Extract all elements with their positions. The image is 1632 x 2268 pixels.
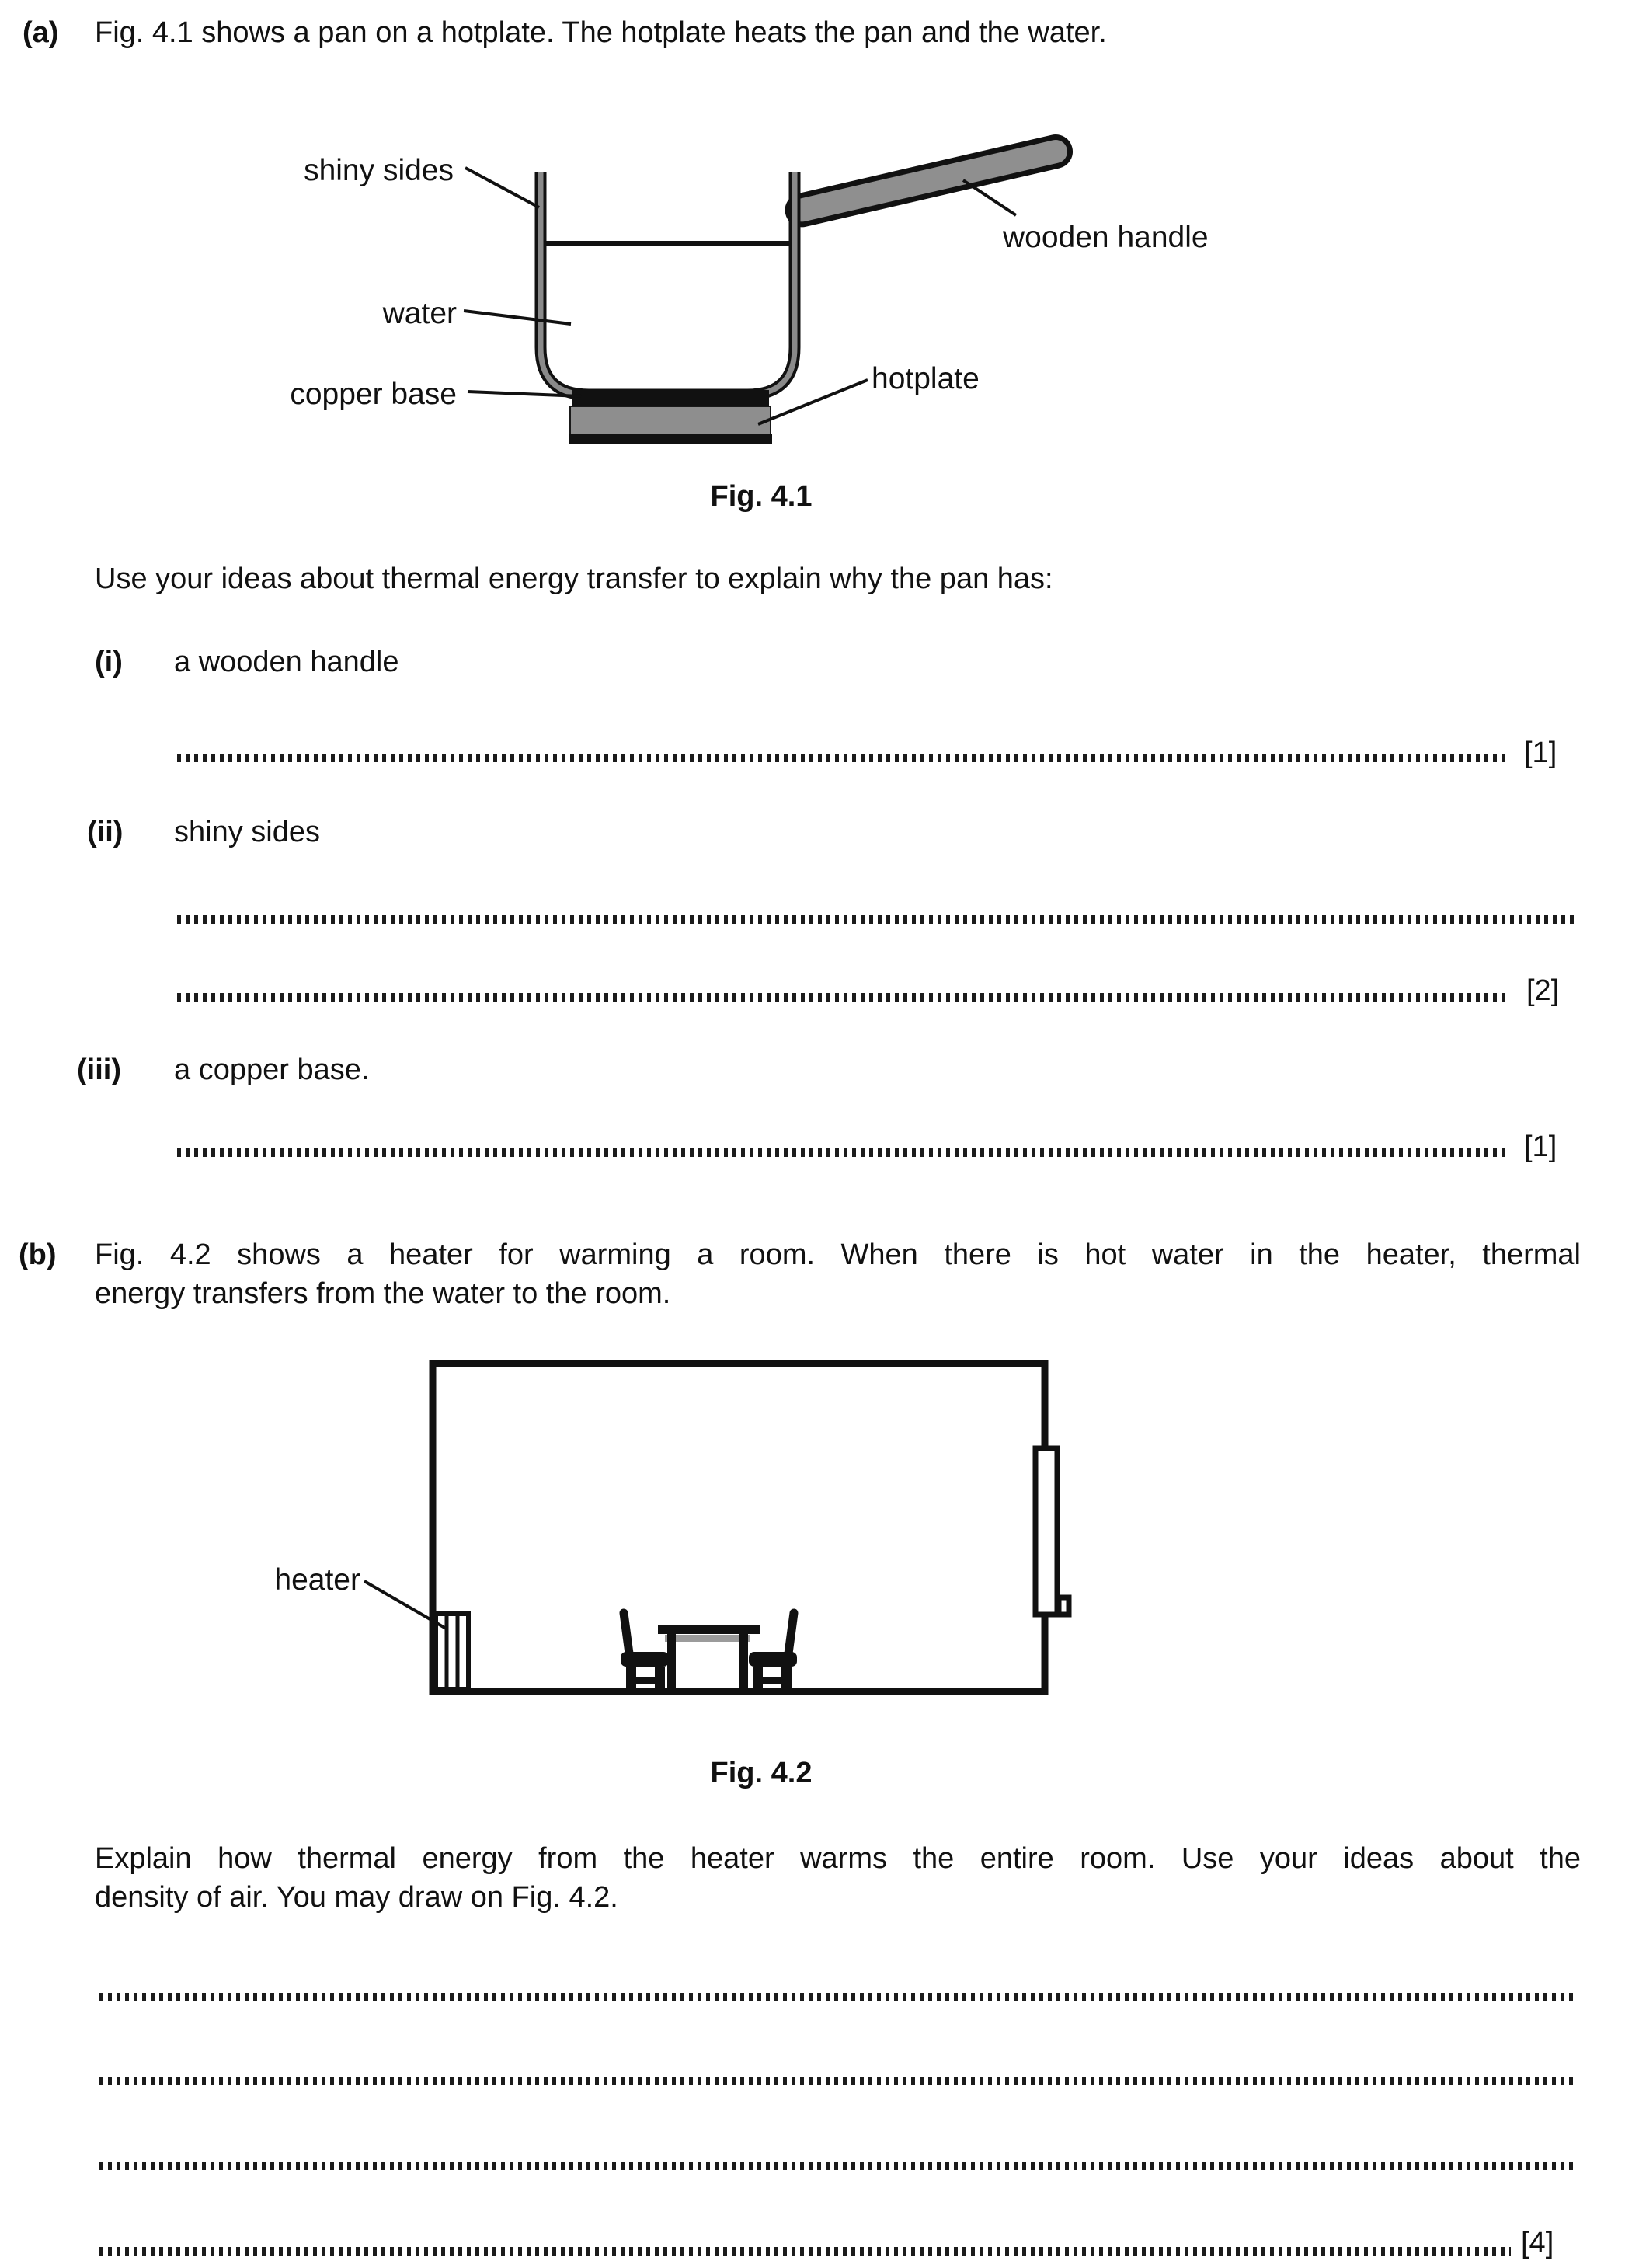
part-b-intro-line2: energy transfers from the water to the room. <box>95 1277 671 1310</box>
item-iii-mark: [1] <box>1524 1131 1557 1163</box>
part-a-label: (a) <box>23 16 59 49</box>
item-ii-mark: [2] <box>1526 974 1560 1007</box>
item-i-text: a wooden handle <box>174 646 399 678</box>
part-b-question-line2: density of air. You may draw on Fig. 4.2. <box>95 1881 618 1914</box>
fig-4-1-diagram <box>217 62 1321 482</box>
answer-line[interactable] <box>177 1148 1507 1157</box>
chair-backrest <box>788 1613 794 1653</box>
part-a-prompt: Use your ideas about thermal energy transfer to explain why the pan has: <box>95 563 1053 595</box>
label-heater: heater <box>274 1563 360 1597</box>
answer-line[interactable] <box>99 2247 1511 2256</box>
part-b-question-line1: Explain how thermal energy from the heater warms the entire room. Use your ideas about the <box>95 1842 1581 1875</box>
copper-base <box>572 390 769 406</box>
part-a-intro: Fig. 4.1 shows a pan on a hotplate. The hotplate heats the pan and the water. <box>95 16 1107 49</box>
fig-4-1-caption: Fig. 4.1 <box>710 480 813 513</box>
label-hotplate: hotplate <box>872 362 980 395</box>
table <box>658 1625 760 1688</box>
answer-line[interactable] <box>177 754 1508 762</box>
answer-line[interactable] <box>99 1993 1575 2001</box>
item-i-label: (i) <box>95 646 123 678</box>
hotplate <box>570 406 771 436</box>
table-apron <box>665 1635 750 1642</box>
answer-line[interactable] <box>177 993 1507 1002</box>
chair-right <box>749 1613 797 1688</box>
label-water: water <box>382 297 457 330</box>
answer-line[interactable] <box>99 2077 1575 2085</box>
window-handle <box>1059 1597 1069 1615</box>
chair-backrest <box>624 1613 629 1653</box>
room-outline <box>433 1364 1045 1691</box>
table-top <box>658 1625 760 1634</box>
water-line <box>546 241 789 246</box>
item-i-mark: [1] <box>1524 737 1557 769</box>
chair-crossbar <box>631 1677 660 1684</box>
part-b-mark: [4] <box>1521 2227 1554 2259</box>
pan-handle-group <box>785 134 1073 228</box>
fig-4-2-diagram <box>217 1352 1188 1709</box>
pan-handle <box>785 134 1073 228</box>
label-shiny-sides: shiny sides <box>304 154 454 187</box>
item-ii-text: shiny sides <box>174 816 320 848</box>
chair-seat <box>749 1652 797 1667</box>
window <box>1035 1448 1057 1615</box>
label-copper-base: copper base <box>290 378 457 411</box>
table-leg <box>739 1634 748 1688</box>
leader-water <box>464 311 571 324</box>
chair-left <box>621 1613 669 1688</box>
item-iii-text: a copper base. <box>174 1054 370 1086</box>
leader-wooden-handle <box>963 180 1016 215</box>
answer-line[interactable] <box>177 915 1575 924</box>
answer-line[interactable] <box>99 2162 1575 2170</box>
chair-seat <box>621 1652 669 1667</box>
item-iii-label: (iii) <box>77 1054 121 1086</box>
item-ii-label: (ii) <box>87 816 124 848</box>
pan-body-shine <box>541 172 795 395</box>
hotplate-base-line <box>569 434 772 444</box>
chair-crossbar <box>757 1677 787 1684</box>
part-b-label: (b) <box>19 1239 57 1271</box>
label-wooden-handle: wooden handle <box>1003 221 1209 254</box>
pan-body-outline <box>541 172 795 395</box>
fig-4-2-caption: Fig. 4.2 <box>710 1757 813 1789</box>
leader-shiny-sides <box>465 168 539 207</box>
part-b-intro-line1: Fig. 4.2 shows a heater for warming a room. When there is hot water in the heater, thermal <box>95 1239 1581 1271</box>
